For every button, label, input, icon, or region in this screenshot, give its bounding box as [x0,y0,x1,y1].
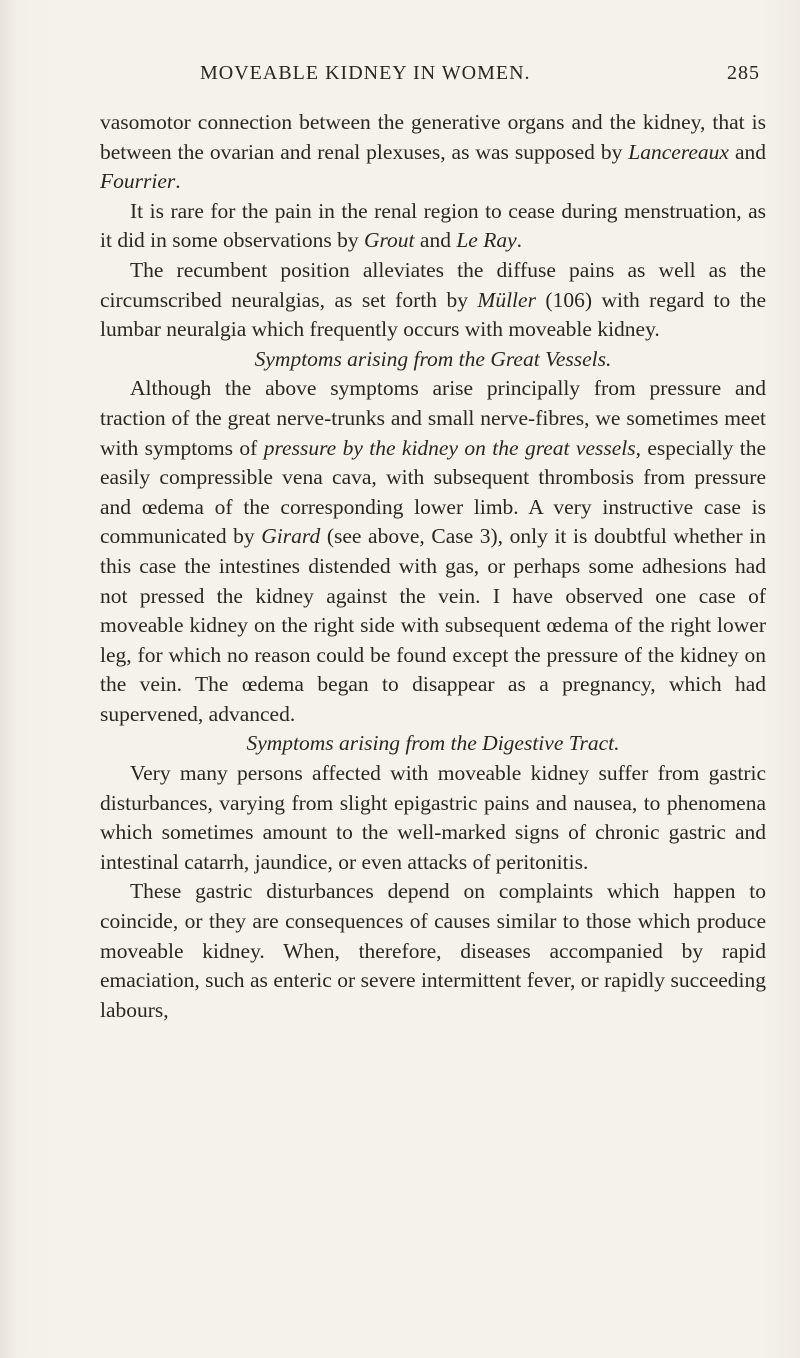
section-heading-digestive-tract: Symptoms arising from the Digestive Tract. [246,731,620,756]
author-name: Girard [261,524,321,549]
paragraph: It is rare for the pain in the renal region to cease during menstruation, as it did in some observations by Grout and Le Ray. [100,198,766,253]
running-title: MOVEABLE KIDNEY IN WOMEN. [200,62,531,84]
author-name: Fourrier [100,169,176,194]
paragraph: The recumbent position alleviates the diffuse pains as well as the circumscribed neuralgias, as set forth by Müller (106) with regard to the lumbar neuralgia which frequently occurs with moveable kidney. [100,257,766,342]
paragraph-continuation: vasomotor connection between the generative organs and the kidney, that is between the ovarian and renal plexuses, as was supposed by Lancereaux and Fourrier. [100,110,766,194]
author-name: Le Ray [456,228,517,253]
page-header [200,62,760,86]
author-name: Müller [477,287,536,312]
section-heading-great-vessels: Symptoms arising from the Great Vessels. [254,346,612,371]
paragraph: Very many persons affected with moveable kidney suffer from gastric disturbances, varying from slight epigastric pains and nausea, to phenomena which sometimes amount to the well-marked signs of chronic gastric and intestinal catarrh, jaundice, or even attacks of peritonitis. [100,761,766,874]
body-text [100,108,766,1025]
author-name: Lancereaux [628,139,729,164]
paragraph: Although the above symptoms arise principally from pressure and traction of the great nerve-trunks and small nerve-fibres, we sometimes meet with symptoms of pressure by the kidney on the great vessels, especially the easily compressible vena cava, with subsequent thrombosis from pressure and œdema of the corresponding lower limb. A very instructive case is communicated by Girard (see above, Case 3), only it is doubtful whether in this case the intestines distended with gas, or perhaps some adhesions had not pressed the kidney against the vein. I have observed one case of moveable kidney on the right side with subsequent œdema of the right lower leg, for which no reason could be found except the pressure of the kidney on the vein. The œdema began to disappear as a pregnancy, which had supervened, advanced. [100,376,767,726]
author-name: Grout [363,228,415,253]
page-number: 285 [727,62,760,84]
emphasis: pressure by the kidney on the great vessels [263,435,636,460]
paragraph: These gastric disturbances depend on complaints which happen to coincide, or they are consequences of causes similar to those which produce moveable kidney. When, therefore, diseases accompanied by rapid emaciation, such as enteric or severe intermittent fever, or rapidly succeeding labours, [100,879,766,1022]
